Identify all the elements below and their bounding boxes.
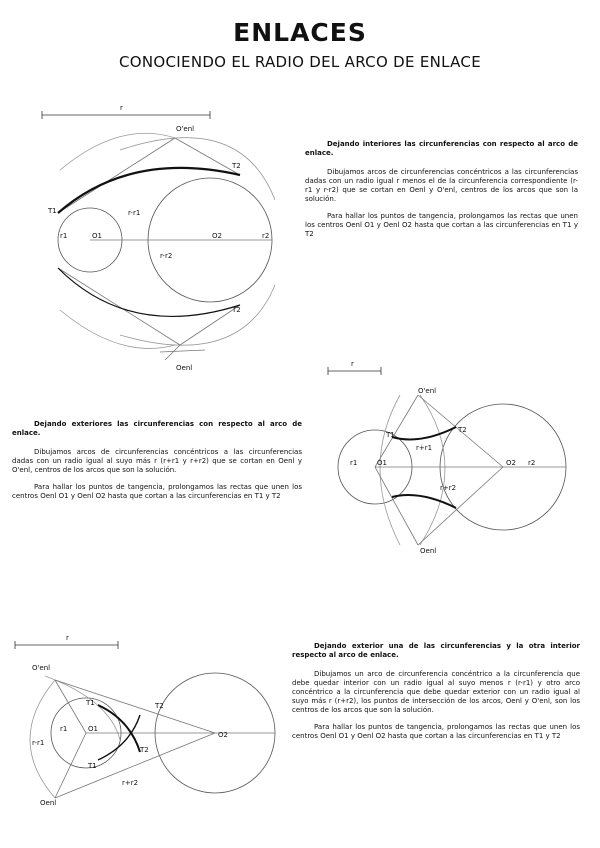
label-r-minus-r2-1: r-r2	[160, 252, 173, 260]
label-r-plus-r2-3: r+r2	[122, 779, 139, 787]
tangent-arc-bottom-b	[392, 495, 456, 508]
label-oenl-prime-2: O'enl	[418, 387, 437, 395]
section-mixed-heading: Dejando exterior una de las circunferencias y la otra interior respecto al arco de enlace.	[292, 642, 580, 659]
label-o2-2: O2	[506, 459, 516, 467]
section-interior-heading: Dejando interiores las circunferencias con respecto al arco de enlace.	[305, 140, 578, 157]
label-r-2: r	[351, 360, 354, 368]
label-o1-2: O1	[377, 459, 387, 467]
label-t1b-3: T1	[88, 762, 97, 770]
label-r-plus-r1-2: r+r1	[416, 444, 433, 452]
label-r-plus-r2-2: r+r2	[440, 484, 457, 492]
label-oenl-prime-1: O'enl	[176, 125, 195, 133]
label-r-minus-r1-3: r-r1	[32, 739, 45, 747]
label-r1-2: r1	[350, 459, 358, 467]
label-o2-1: O2	[212, 232, 222, 240]
label-o1-3: O1	[88, 725, 98, 733]
label-o1-1: O1	[92, 232, 102, 240]
section-mixed-p1: Dibujamos un arco de circunferencia concéntrico a la circunferencia que debe quedar interior con un radio igual al suyo menos r (r-r1) y otro arco concéntrico a la circunferencia que debe quedar exterior con un radio igual al suyo más r (r+r2), los puntos de intersección de los arcos, Oenl y O'enl, son los centros de los arcos que son la solución.	[292, 670, 580, 714]
label-r1-1: r1	[60, 232, 68, 240]
section-interior-p1: Dibujamos arcos de circunferencias concéntricos a las circunferencias dadas con un radio igual r menos el de la circunferencia correspondiente (r-r1 y r-r2) que se cortan en Oenl y O'enl, centros de los arcos que son la solución.	[305, 168, 578, 203]
label-r-3: r	[66, 634, 69, 642]
section-exterior-heading: Dejando exteriores las circunferencias con respecto al arco de enlace.	[12, 420, 302, 437]
figure-interior	[42, 111, 275, 360]
label-r2-1: r2	[262, 232, 270, 240]
label-oenl-3: Oenl	[40, 799, 57, 807]
label-t2-3: T2	[155, 702, 164, 710]
section-interior-p2: Para hallar los puntos de tangencia, prolongamos las rectas que unen los centros Oenl O1 y Oenl O2 hasta que cortan a las circunferencias en T1 y T2	[305, 212, 578, 238]
section-mixed-p2: Para hallar los puntos de tangencia, prolongamos las rectas que unen los centros Oenl O1 y Oenl O2 hasta que cortan a las circunferencias en T1 y T2	[292, 723, 580, 740]
page-title: ENLACES	[233, 18, 367, 47]
label-r-1: r	[120, 104, 123, 112]
label-r-minus-r1-1: r-r1	[128, 209, 141, 217]
label-r1-3: r1	[60, 725, 68, 733]
label-t2-2: T2	[458, 426, 467, 434]
label-t2b-1: T2	[232, 306, 241, 314]
label-t2b-3: T2	[140, 746, 149, 754]
label-oenl-1: Oenl	[176, 364, 193, 372]
label-t2-1: T2	[232, 162, 241, 170]
page-subtitle: CONOCIENDO EL RADIO DEL ARCO DE ENLACE	[119, 53, 481, 71]
section-exterior-p2: Para hallar los puntos de tangencia, prolongamos las rectas que unen los centros Oenl O1 y Oenl O2 hasta que cortan a las circunferencias en T1 y T2	[12, 483, 302, 500]
figure-exterior	[328, 367, 566, 545]
tangent-arc-top	[58, 168, 240, 213]
label-t1-3: T1	[86, 699, 95, 707]
label-t1-2: T1	[386, 431, 395, 439]
tangent-arc-top-b	[392, 427, 456, 439]
label-oenl-prime-3: O'enl	[32, 664, 51, 672]
label-r2-2: r2	[528, 459, 536, 467]
tangent-arc-bottom	[58, 268, 240, 316]
section-exterior-p1: Dibujamos arcos de circunferencias concéntricos a las circunferencias dadas con un radio igual al suyo más r (r+r1 y r+r2) que se cortan en Oenl y O'enl, centros de los arcos que son la solución.	[12, 448, 302, 474]
label-t1-1: T1	[48, 207, 57, 215]
label-o2-3: O2	[218, 731, 228, 739]
label-oenl-2: Oenl	[420, 547, 437, 555]
figure-mixed	[15, 641, 275, 798]
